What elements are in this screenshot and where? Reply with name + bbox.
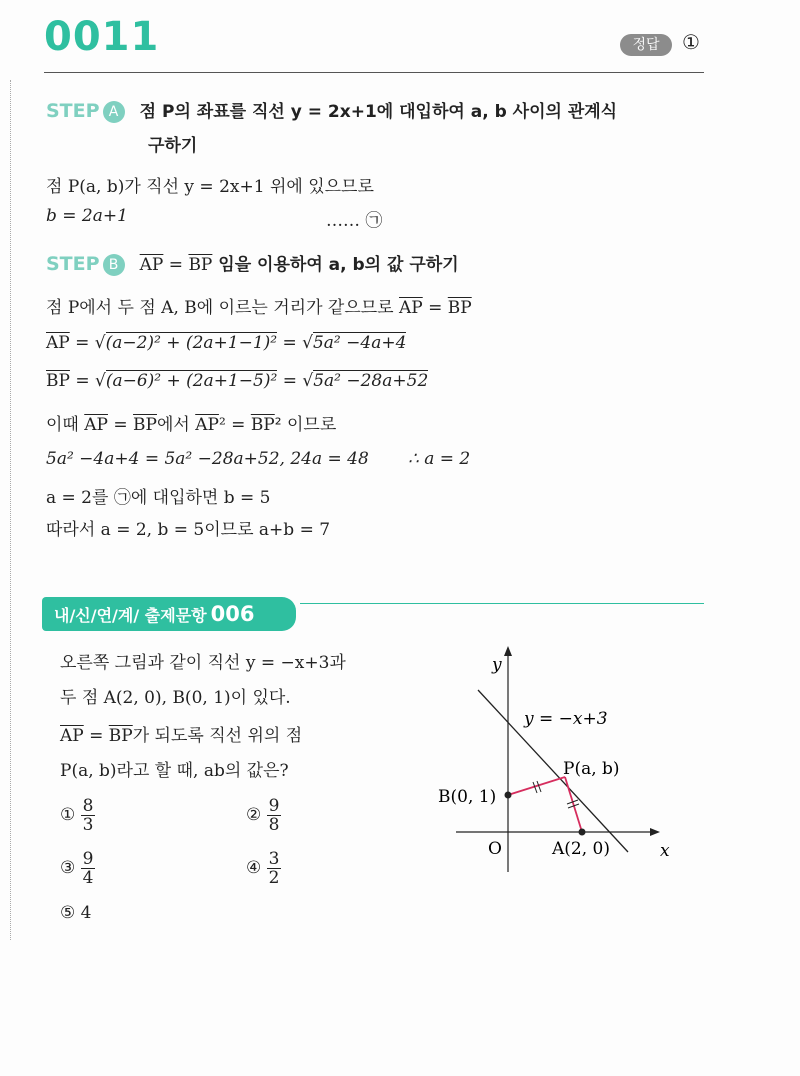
step-b-title-math: $\overline{AP} = \overline{BP}$ bbox=[139, 255, 213, 275]
header-divider bbox=[44, 72, 704, 73]
y-axis-label: y bbox=[492, 655, 502, 675]
point-b bbox=[505, 792, 512, 799]
step-b-line-7: 따라서 a = 2, b = 5이므로 a+b = 7 bbox=[46, 520, 331, 540]
step-a-title-cont: 구하기 bbox=[148, 136, 198, 156]
point-b-label: B(0, 1) bbox=[438, 787, 497, 807]
banner-tag: 내/신/연/계/ bbox=[54, 606, 140, 625]
point-p-label: P(a, b) bbox=[563, 759, 620, 779]
coordinate-figure bbox=[420, 640, 700, 880]
x-axis-arrow bbox=[650, 828, 660, 836]
y-axis-arrow bbox=[504, 646, 512, 656]
banner-rule bbox=[300, 603, 704, 604]
answer-label-badge: 정답 bbox=[620, 34, 672, 56]
step-a-label: STEP bbox=[46, 100, 100, 122]
choice-1[interactable]: ① $\frac{8}{3}$ bbox=[60, 796, 94, 835]
choice-3[interactable]: ③ $\frac{9}{4}$ bbox=[60, 849, 94, 888]
segment-ap bbox=[565, 777, 582, 832]
related-problem-banner bbox=[42, 597, 296, 631]
origin-label: O bbox=[488, 839, 502, 859]
point-a-label: A(2, 0) bbox=[552, 839, 610, 859]
step-b-line-1: 점 P에서 두 점 A, B에 이르는 거리가 같으므로 $\overline{AP} = \overline{BP}$ bbox=[46, 298, 472, 318]
question-line-2: 두 점 A(2, 0), B(0, 1)이 있다. bbox=[60, 688, 291, 708]
problem-number: 0011 bbox=[44, 14, 160, 60]
step-a-badge: A bbox=[103, 101, 125, 123]
step-b-line-3: $\overline{BP} = √(a-6)^2 + (2a+1-5)^2 = √5a^2 -28a+52$ bbox=[46, 371, 429, 391]
choice-2[interactable]: ② $\frac{9}{8}$ bbox=[246, 796, 280, 835]
step-b-line-6: a = 2를 ㉠에 대입하면 b = 5 bbox=[46, 488, 271, 508]
banner-number: 006 bbox=[210, 602, 255, 626]
step-a-line-2: b = 2a+1 bbox=[46, 206, 128, 226]
step-b-therefore: ∴ a = 2 bbox=[408, 449, 471, 469]
choice-4[interactable]: ④ $\frac{3}{2}$ bbox=[246, 849, 280, 888]
step-b-title: 임을 이용하여 a, b의 값 구하기 bbox=[212, 255, 459, 275]
point-a bbox=[579, 829, 586, 836]
question-line-3: $\overline{AP} = \overline{BP}$가 되도록 직선 위의 점 bbox=[60, 726, 303, 746]
step-a-heading bbox=[46, 97, 617, 123]
left-margin-dots bbox=[10, 80, 11, 940]
choice-5[interactable]: ⑤ 4 bbox=[60, 903, 92, 923]
banner-text: 출제문항 bbox=[144, 606, 207, 625]
step-b-line-4: 이때 $\overline{AP} = \overline{BP}$에서 $\overline{AP}^2 = \overline{BP}^2$ 이므로 bbox=[46, 415, 337, 435]
step-b-label: STEP bbox=[46, 253, 100, 275]
step-b-line-2: $\overline{AP} = √(a-2)^2 + (2a+1-1)^2 = √5a^2 -4a+4$ bbox=[46, 333, 407, 353]
step-b-line-5: 5a² −4a+4 = 5a² −28a+52, 24a = 48 bbox=[46, 449, 369, 469]
step-b-heading bbox=[46, 250, 459, 276]
answer-value: ① bbox=[682, 30, 700, 54]
step-a-title: 점 P의 좌표를 직선 y = 2x+1에 대입하여 a, b 사이의 관계식 bbox=[139, 102, 618, 122]
line-equation-label: y = −x+3 bbox=[524, 709, 608, 729]
step-b-badge: B bbox=[103, 254, 125, 276]
question-line-4: P(a, b)라고 할 때, ab의 값은? bbox=[60, 761, 289, 781]
x-axis-label: x bbox=[660, 841, 670, 861]
question-line-1: 오른쪽 그림과 같이 직선 y = −x+3과 bbox=[60, 653, 346, 673]
step-a-line-1: 점 P(a, b)가 직선 y = 2x+1 위에 있으므로 bbox=[46, 177, 374, 197]
step-a-equation-tag: …… ㉠ bbox=[326, 211, 383, 231]
